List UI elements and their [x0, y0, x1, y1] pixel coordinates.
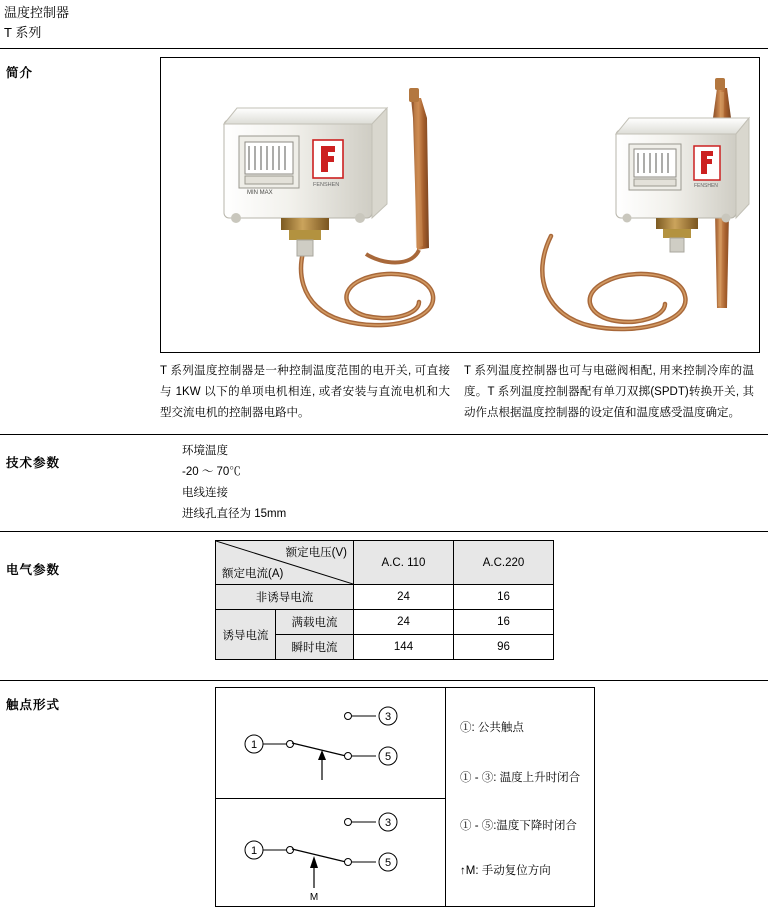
svg-text:MIN MAX: MIN MAX [247, 190, 273, 196]
legend-rise-close: ① - ③: 温度上升时闭合 [460, 772, 581, 784]
svg-text:3: 3 [384, 711, 392, 723]
svg-text:3: 3 [384, 817, 392, 829]
row-label-inrush: 瞬时电流 [276, 635, 354, 660]
legend-manual-reset: ↑M: 手动复位方向 [460, 865, 551, 877]
row-group-inductive: 诱导电流 [216, 610, 276, 660]
table-corner-cell [216, 541, 354, 585]
switch-diagram-manual [216, 798, 446, 906]
tech-line-wiring-label: 电线连接 [182, 487, 228, 499]
cell-inrush-ac220: 96 [454, 635, 554, 660]
section-label-contact: 触点形式 [6, 698, 61, 712]
cell-noninductive-ac220: 16 [454, 585, 554, 610]
table-row [216, 610, 554, 635]
tech-line-ambient-label: 环境温度 [182, 445, 228, 457]
svg-text:FENSHEN: FENSHEN [694, 183, 718, 189]
intro-paragraph-1: T 系列温度控制器是一种控制温度范围的电开关, 可直接与 1KW 以下的单项电机相连, 或者安装与直流电机和大型交流电机的控制器电路中。 [160, 365, 450, 419]
product-photo-illustration [161, 58, 759, 352]
contact-diagrams [216, 688, 446, 906]
header-voltage-label: 额定电压(V) [285, 547, 347, 559]
contact-legend [446, 688, 594, 906]
section-label-electrical: 电气参数 [6, 563, 61, 577]
cell-noninductive-ac110: 24 [354, 585, 454, 610]
section-electrical [0, 532, 768, 680]
cell-fullload-ac220: 16 [454, 610, 554, 635]
legend-fall-close: ① - ⑤:温度下降时闭合 [460, 820, 577, 832]
page-subtitle: T 系列 [4, 25, 42, 40]
row-label-noninductive: 非诱导电流 [216, 585, 354, 610]
section-intro [0, 49, 768, 434]
row-label-fullload: 满载电流 [276, 610, 354, 635]
tech-line-ambient-value: -20 ～ 70℃ [182, 466, 241, 478]
page-title: 温度控制器 [4, 5, 70, 20]
column-header-ac110: A.C. 110 [354, 541, 454, 585]
electrical-params-table [215, 540, 554, 660]
intro-text-block [160, 361, 760, 424]
legend-common: ①: 公共触点 [460, 722, 524, 734]
product-photo [160, 57, 760, 353]
section-label-intro: 简介 [6, 66, 34, 80]
svg-text:1: 1 [250, 739, 258, 751]
svg-text:5: 5 [384, 857, 392, 869]
switch-diagram-auto [216, 688, 446, 798]
table-header-row [216, 541, 554, 585]
document-header [0, 0, 768, 42]
intro-paragraph-2: T 系列温度控制器也可与电磁阀相配, 用来控制冷库的温度。T 系列温度控制器配有单刀双掷(SPDT)转换开关, 其动作点根据温度控制器的设定值和温度感受温度确定。 [464, 365, 754, 419]
electrical-table-wrap [215, 540, 554, 660]
tech-param-list [182, 441, 286, 525]
contact-diagram-box [215, 687, 595, 907]
header-current-label: 额定电流(A) [222, 568, 284, 580]
svg-text:M: M [309, 892, 319, 903]
svg-text:FENSHEN: FENSHEN [313, 182, 340, 188]
section-tech [0, 435, 768, 531]
svg-text:1: 1 [250, 845, 258, 857]
section-label-tech: 技术参数 [6, 456, 61, 470]
column-header-ac220: A.C.220 [454, 541, 554, 585]
svg-text:5: 5 [384, 751, 392, 763]
table-row [216, 585, 554, 610]
tech-line-wiring-value: 进线孔直径为 15mm [182, 508, 287, 520]
cell-inrush-ac110: 144 [354, 635, 454, 660]
cell-fullload-ac110: 24 [354, 610, 454, 635]
section-contact-form [0, 681, 768, 921]
